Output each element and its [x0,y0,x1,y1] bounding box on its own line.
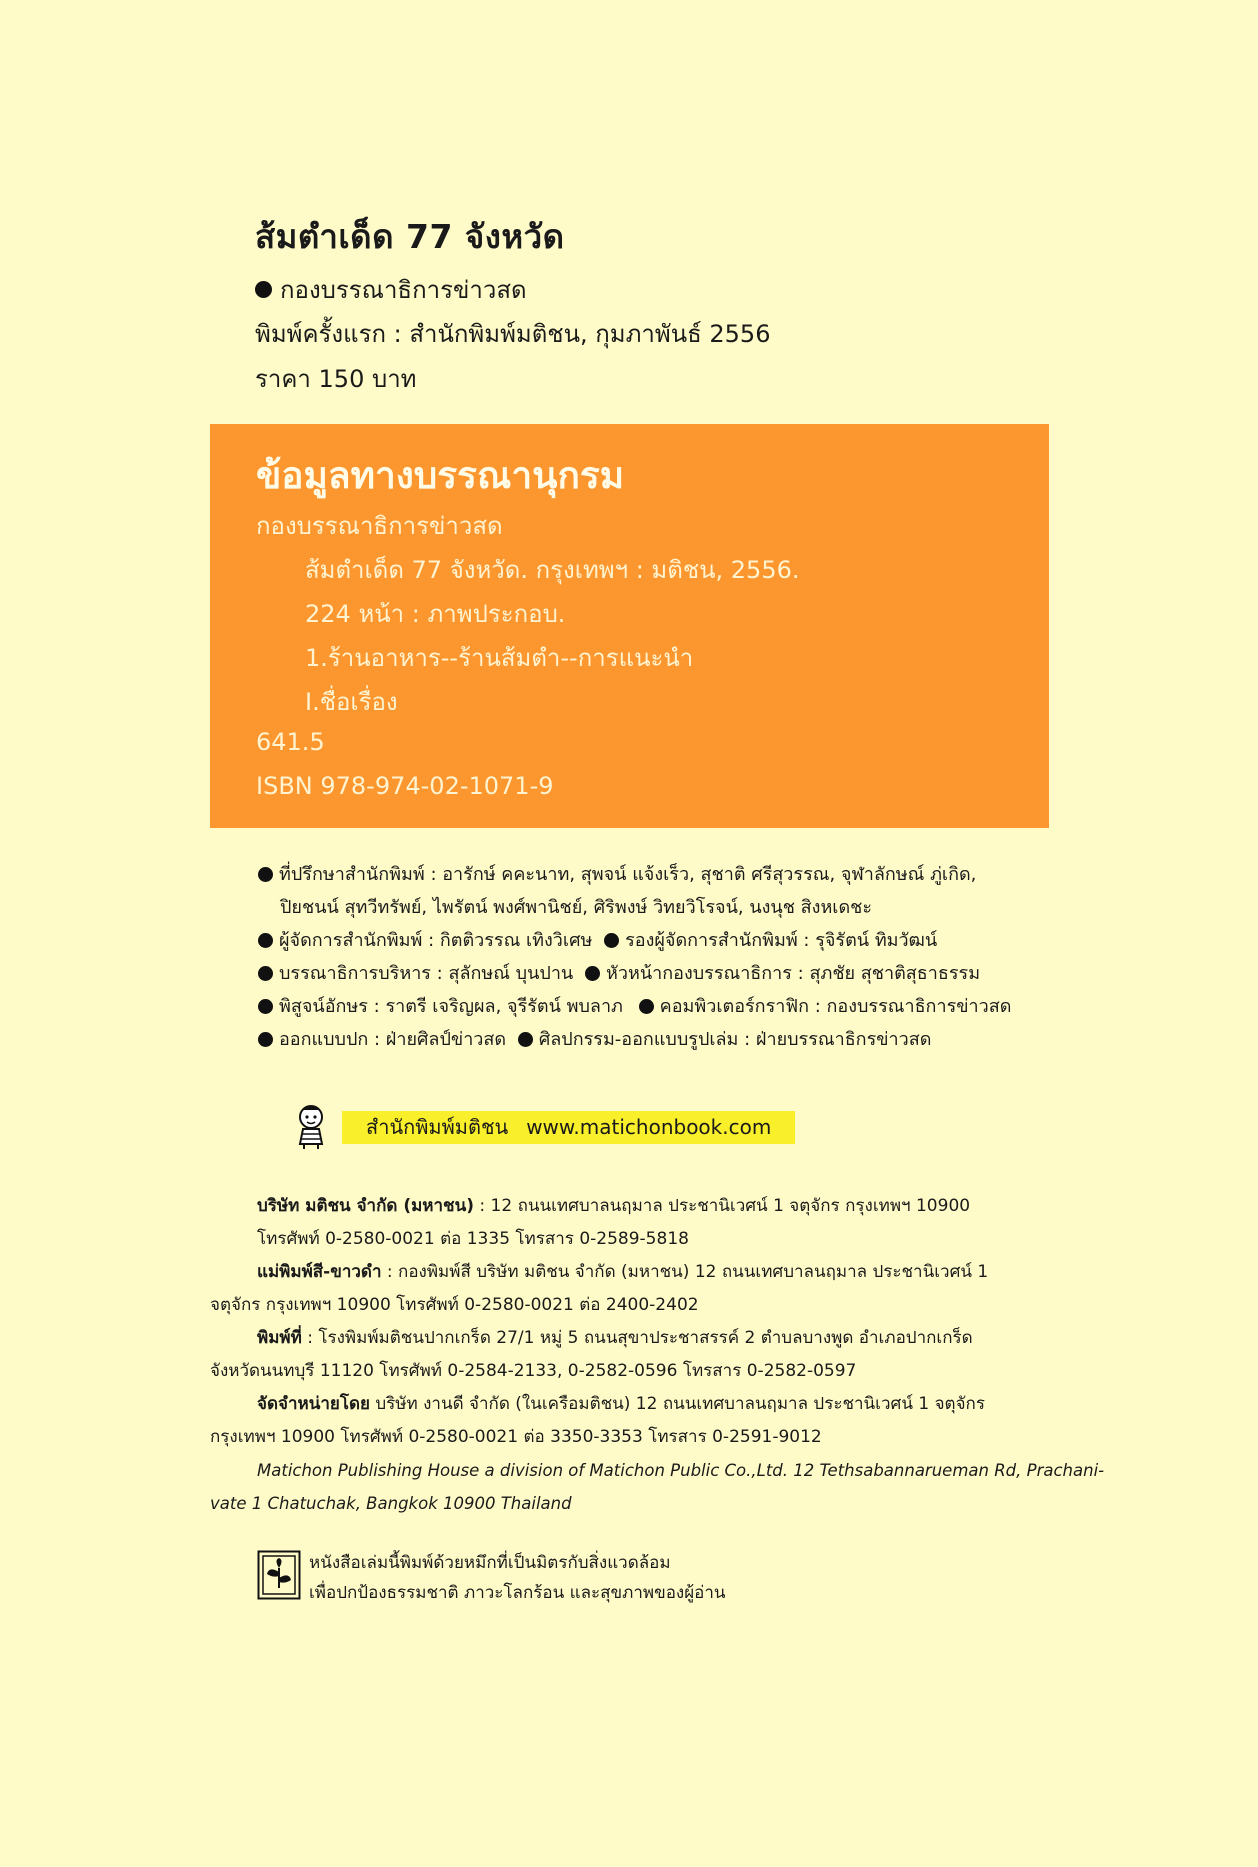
publisher-url[interactable]: www.matichonbook.com [526,1115,772,1139]
credit-graphics: คอมพิวเตอร์กราฟิก : กองบรรณาธิการข่าวสด [659,996,1012,1017]
credit-advisors: ที่ปรึกษาสำนักพิมพ์ : อารักษ์ คคะนาท, สุพจน์ แจ้งเร็ว, สุชาติ ศรีสุวรรณ, จุฬาลักษณ์ ภู่เกิด, [279,864,977,885]
print-label: พิมพ์ที่ [257,1328,302,1348]
english-address-cont: vate 1 Chatuchak, Bangkok 10900 Thailand [210,1494,572,1513]
eco-ink-icon [257,1550,301,1600]
edition-line: พิมพ์ครั้งแรก : สำนักพิมพ์มติชน, กุมภาพันธ์ 2556 [255,320,771,348]
cataloging-box [210,424,1049,828]
credit-row [258,990,1058,1023]
address-line: จตุจักร กรุงเทพฯ 10900 โทรศัพท์ 0-2580-0021 ต่อ 2400-2402 [210,1295,699,1315]
credit-chief-editor: หัวหน้ากองบรรณาธิการ : สุภชัย สุชาติสุธาธรรม [605,963,981,984]
credit-executive-editor: บรรณาธิการบริหาร : สุลักษณ์ บุนปาน [279,963,574,984]
bullet-icon [518,1032,533,1047]
staff-credits [258,858,1058,1056]
catalog-subject-line: 1.ร้านอาหาร--ร้านส้มตำ--การแนะนำ [305,644,694,672]
price-line: ราคา 150 บาท [255,365,417,393]
catalog-pages-line: 224 หน้า : ภาพประกอบ. [305,600,566,628]
catalog-title-entry: I.ชื่อเรื่อง [305,688,398,716]
company-address: : 12 ถนนเทศบาลนฤมาล ประชานิเวศน์ 1 จตุจักร กรุงเทพฯ 10900 [474,1196,971,1216]
credit-cover-design: ออกแบบปก : ฝ่ายศิลป์ข่าวสด [279,1029,507,1050]
credit-deputy-manager: รองผู้จัดการสำนักพิมพ์ : รุจิรัตน์ ทิมวัฒน์ [625,930,938,951]
publisher-banner [342,1111,795,1144]
bullet-icon [258,933,273,948]
publisher-addresses [210,1190,1105,1520]
catalog-title-line: ส้มตำเด็ด 77 จังหวัด. กรุงเทพฯ : มติชน, 2556. [305,556,800,584]
address-line: โทรศัพท์ 0-2580-0021 ต่อ 1335 โทรสาร 0-2589-5818 [257,1229,689,1249]
company-label: บริษัท มติชน จำกัด (มหาชน) [257,1196,474,1216]
print-address: : โรงพิมพ์มติชนปากเกร็ด 27/1 หมู่ 5 ถนนสุขาประชาสรรค์ 2 ตำบลบางพูด อำเภอปากเกร็ด [301,1328,973,1348]
cataloging-heading: ข้อมูลทางบรรณานุกรม [256,454,625,497]
bullet-icon [258,867,273,882]
credit-row [258,1023,1058,1056]
credit-manager: ผู้จัดการสำนักพิมพ์ : กิตติวรรณ เทิงวิเศษ [279,930,593,951]
bullet-icon [639,999,654,1014]
eco-line-2: เพื่อปกป้องธรรมชาติ ภาวะโลกร้อน และสุขภาพของผู้อ่าน [309,1583,726,1603]
english-address: Matichon Publishing House a division of Matichon Public Co.,Ltd. 12 Tethsabannarueman Rd, Prachani- [257,1461,1105,1480]
credit-row [258,891,1058,924]
mascot-icon [294,1104,328,1150]
distributor-address: บริษัท งานดี จำกัด (ในเครือมติชน) 12 ถนนเทศบาลนฤมาล ประชานิเวศน์ 1 จตุจักร [369,1394,985,1414]
address-line [210,1388,1050,1421]
bullet-icon [255,281,272,298]
bullet-icon [604,933,619,948]
address-line [210,1190,1050,1223]
address-line: กรุงเทพฯ 10900 โทรศัพท์ 0-2580-0021 ต่อ 3350-3353 โทรสาร 0-2591-9012 [210,1427,822,1447]
credit-row [258,858,1058,891]
address-line [210,1256,1050,1289]
plate-label: แม่พิมพ์สี-ขาวดำ [257,1262,382,1282]
author-line [255,270,527,309]
catalog-isbn: ISBN 978-974-02-1071-9 [256,772,554,800]
plate-address: : กองพิมพ์สี บริษัท มติชน จำกัด (มหาชน) 12 ถนนเทศบาลนฤมาล ประชานิเวศน์ 1 [381,1262,989,1282]
publisher-name: สำนักพิมพ์มติชน [366,1115,509,1139]
address-line: จังหวัดนนทบุรี 11120 โทรศัพท์ 0-2584-2133, 0-2582-0596 โทรสาร 0-2582-0597 [210,1361,857,1381]
credit-proofreader: พิสูจน์อักษร : ราตรี เจริญผล, จุรีรัตน์ พบลาภ [279,996,623,1017]
bullet-icon [258,966,273,981]
bullet-icon [258,1032,273,1047]
catalog-author: กองบรรณาธิการข่าวสด [256,512,503,540]
bullet-icon [585,966,600,981]
credit-row [258,924,1058,957]
catalog-call-number: 641.5 [256,728,325,756]
distributor-label: จัดจำหน่ายโดย [257,1394,370,1414]
credit-advisors-cont: ปิยชนน์ สุทวีทรัพย์, ไพรัตน์ พงศ์พานิชย์, ศิริพงษ์ วิทยวิโรจน์, นงนุช สิงหเดชะ [280,897,873,918]
eco-note [309,1548,726,1608]
credit-row [258,957,1058,990]
book-title: ส้มตำเด็ด 77 จังหวัด [255,217,565,256]
address-line [210,1322,1050,1355]
credit-layout-design: ศิลปกรรม-ออกแบบรูปเล่ม : ฝ่ายบรรณาธิกรข่าวสด [538,1029,932,1050]
eco-line-1: หนังสือเล่มนี้พิมพ์ด้วยหมึกที่เป็นมิตรกับสิ่งแวดล้อม [309,1553,671,1573]
bullet-icon [258,999,273,1014]
author-text: กองบรรณาธิการข่าวสด [280,276,527,304]
